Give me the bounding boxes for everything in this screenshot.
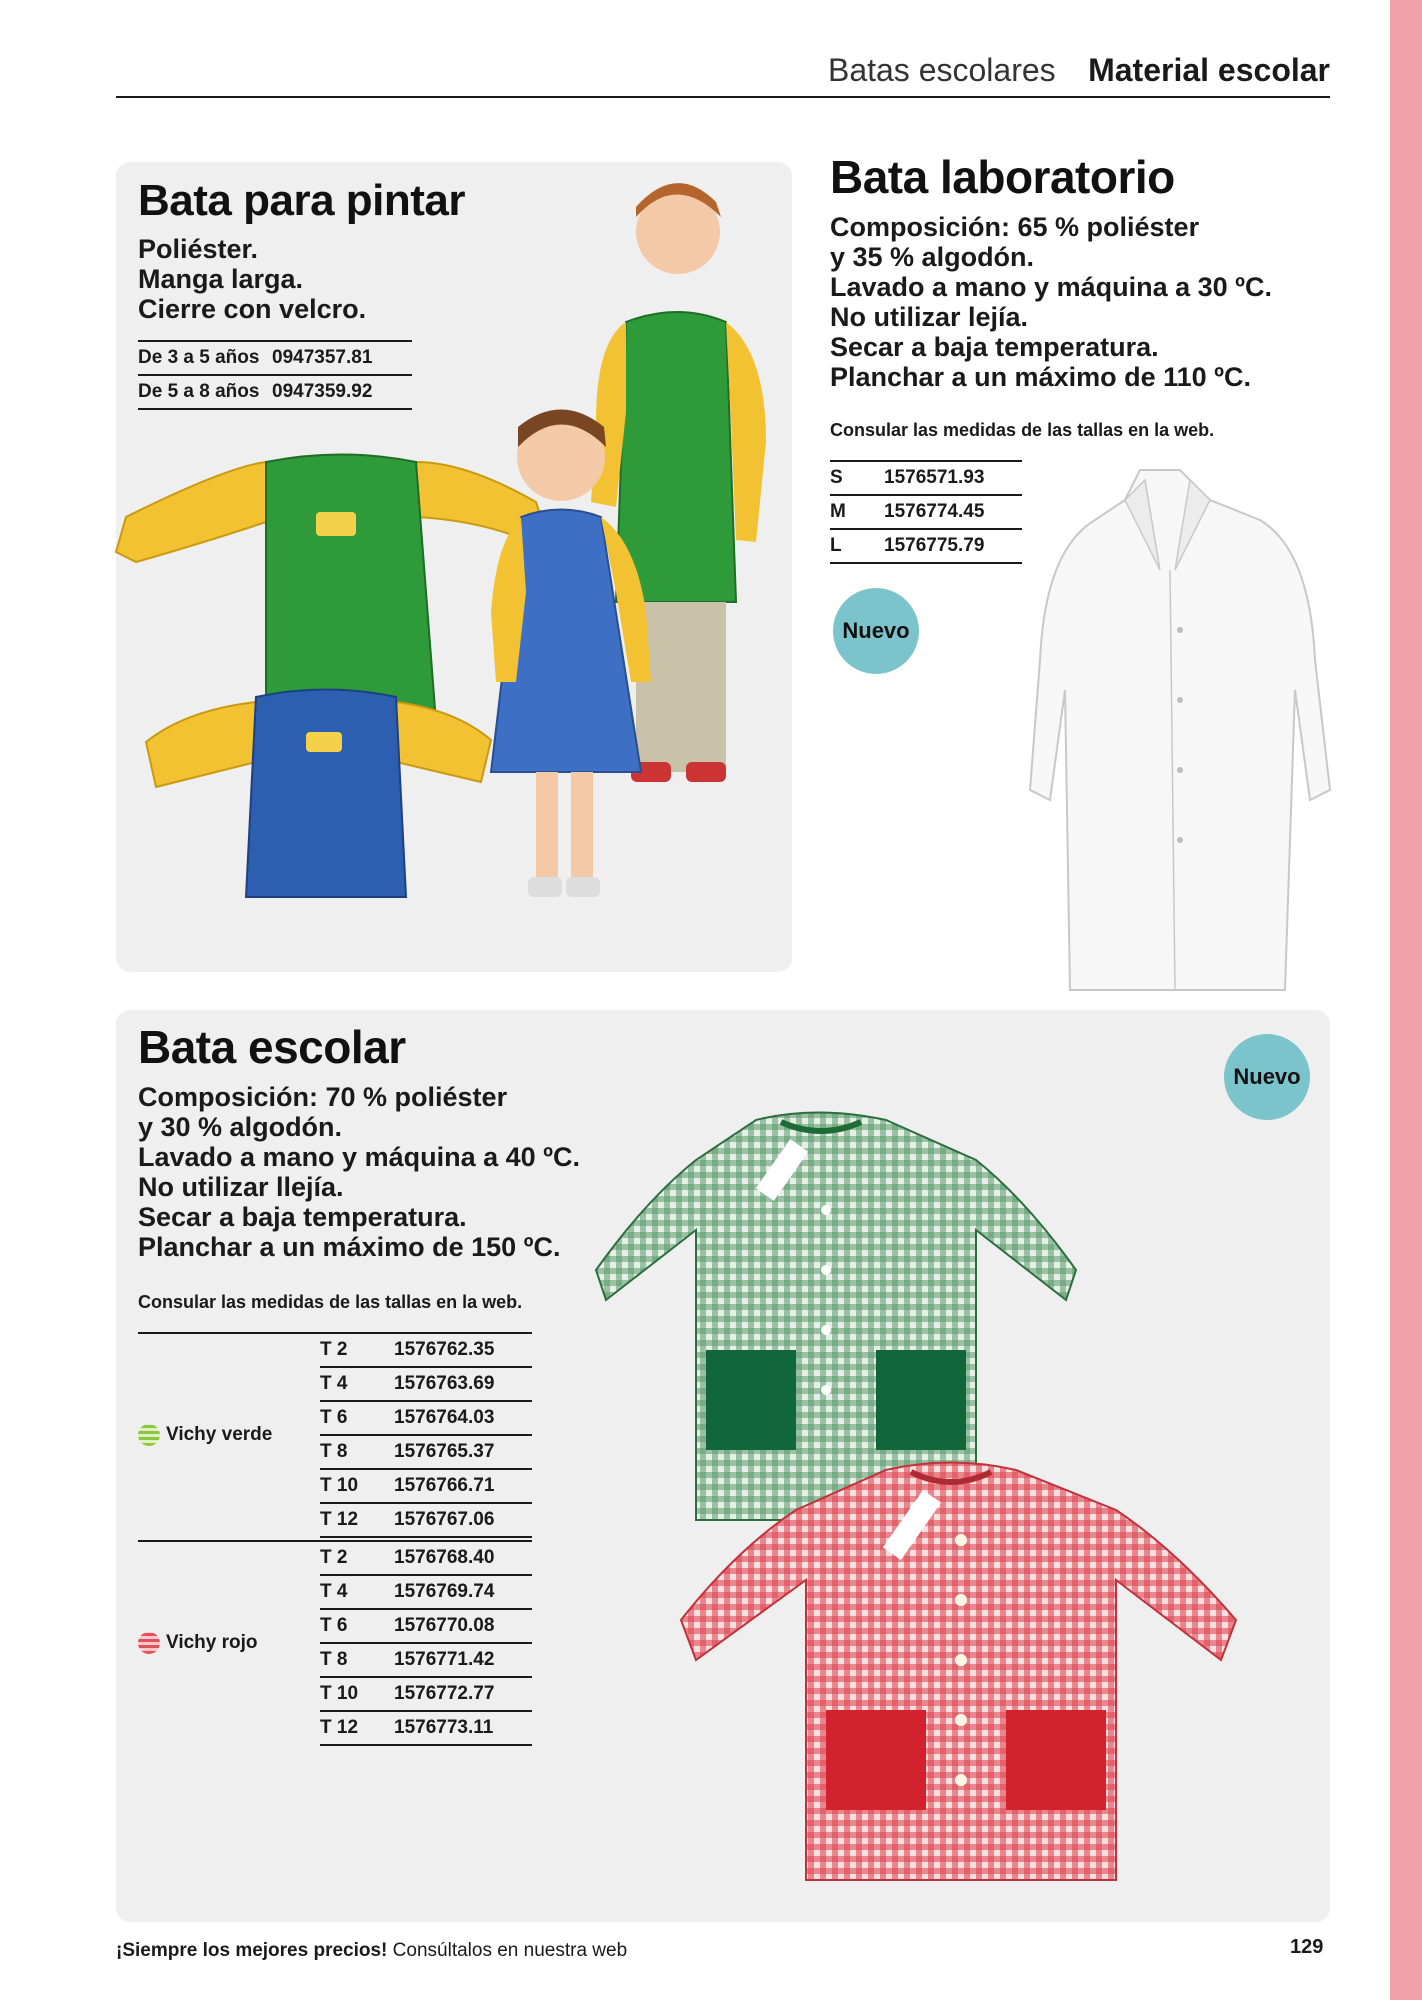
size-label: T 2	[320, 1333, 394, 1367]
reference-table	[320, 1540, 532, 1746]
footer-slogan-text: Consúltalos en nuestra web	[387, 1940, 628, 1961]
size-label: S	[830, 461, 884, 495]
product-title: Bata escolar	[138, 1021, 406, 1073]
reference-code: 1576771.42	[394, 1643, 532, 1677]
page-number: 129	[1290, 1936, 1324, 1958]
product-title: Bata laboratorio	[830, 151, 1175, 203]
size-label: T 8	[320, 1435, 394, 1469]
size-label: T 4	[320, 1367, 394, 1401]
table-row	[320, 1643, 532, 1677]
table-row	[320, 1503, 532, 1537]
reference-code: 0947359.92	[272, 375, 412, 409]
size-label: T 12	[320, 1711, 394, 1745]
size-label: T 10	[320, 1677, 394, 1711]
reference-code: 1576772.77	[394, 1677, 532, 1711]
reference-code: 1576765.37	[394, 1435, 532, 1469]
green-gingham-smock	[596, 1113, 1076, 1521]
age-range: De 3 a 5 años	[138, 341, 272, 375]
table-row	[320, 1469, 532, 1503]
size-label: T 6	[320, 1401, 394, 1435]
product-image-pintar	[116, 162, 792, 972]
table-row	[320, 1711, 532, 1745]
size-note: Consular las medidas de las tallas en la web.	[138, 1292, 523, 1312]
product-description: Composición: 65 % poliéster y 35 % algodón. Lavado a mano y máquina a 30 ºC. No utilizar lejía. Secar a baja temperatura. Planchar a un máximo de 110 ºC.	[830, 212, 1273, 392]
reference-code: 0947357.81	[272, 341, 412, 375]
size-label: T 6	[320, 1609, 394, 1643]
table-row	[830, 461, 1022, 495]
size-label: L	[830, 529, 884, 563]
footer-slogan-bold: ¡Siempre los mejores precios!	[116, 1940, 388, 1961]
table-row	[320, 1333, 532, 1367]
table-row	[320, 1401, 532, 1435]
age-range: De 5 a 8 años	[138, 375, 272, 409]
reference-code: 1576773.11	[394, 1711, 532, 1745]
color-label	[138, 1420, 318, 1450]
size-label: T 8	[320, 1643, 394, 1677]
product-panel-escolar	[116, 1010, 1330, 1922]
green-smock	[116, 455, 546, 723]
reference-table	[320, 1332, 532, 1538]
reference-code: 1576571.93	[884, 461, 1022, 495]
section-title: Batas escolares	[827, 52, 1056, 88]
red-gingham-icon	[138, 1632, 160, 1654]
page-header	[116, 52, 1330, 98]
footer-slogan	[116, 1940, 627, 1962]
table-row	[320, 1575, 532, 1609]
table-row	[830, 495, 1022, 529]
table-row	[320, 1609, 532, 1643]
product-image-laboratorio	[1010, 460, 1340, 1000]
green-gingham-icon	[138, 1424, 160, 1446]
product-panel-pintar	[116, 162, 792, 972]
size-label: T 4	[320, 1575, 394, 1609]
category-title: Material escolar	[1088, 52, 1330, 88]
red-gingham-smock	[681, 1463, 1236, 1881]
reference-code: 1576769.74	[394, 1575, 532, 1609]
table-row	[320, 1677, 532, 1711]
product-description: Composición: 70 % poliéster y 30 % algodón. Lavado a mano y máquina a 40 ºC. No utilizar llejía. Secar a baja temperatura. Planchar a un máximo de 150 ºC.	[138, 1082, 581, 1262]
reference-code: 1576775.79	[884, 529, 1022, 563]
reference-table	[830, 460, 1022, 564]
table-row	[830, 529, 1022, 563]
new-badge: Nuevo	[1224, 1034, 1310, 1120]
table-row	[320, 1367, 532, 1401]
reference-code: 1576762.35	[394, 1333, 532, 1367]
product-description: Poliéster. Manga larga. Cierre con velcro.	[138, 234, 367, 324]
blue-smock	[146, 690, 491, 898]
size-note: Consular las medidas de las tallas en la web.	[830, 420, 1215, 440]
reference-code: 1576764.03	[394, 1401, 532, 1435]
color-label	[138, 1628, 318, 1658]
table-row	[320, 1541, 532, 1575]
product-title: Bata para pintar	[138, 176, 465, 225]
reference-code: 1576766.71	[394, 1469, 532, 1503]
size-label: M	[830, 495, 884, 529]
reference-code: 1576768.40	[394, 1541, 532, 1575]
reference-code: 1576767.06	[394, 1503, 532, 1537]
product-image-escolar	[556, 1100, 1296, 1890]
color-name: Vichy verde	[166, 1424, 273, 1445]
size-label: T 2	[320, 1541, 394, 1575]
color-name: Vichy rojo	[166, 1632, 258, 1653]
side-accent-strip	[1390, 0, 1422, 2000]
table-row	[320, 1435, 532, 1469]
size-label: T 10	[320, 1469, 394, 1503]
size-label: T 12	[320, 1503, 394, 1537]
reference-code: 1576774.45	[884, 495, 1022, 529]
reference-code: 1576763.69	[394, 1367, 532, 1401]
reference-code: 1576770.08	[394, 1609, 532, 1643]
new-badge: Nuevo	[833, 588, 919, 674]
